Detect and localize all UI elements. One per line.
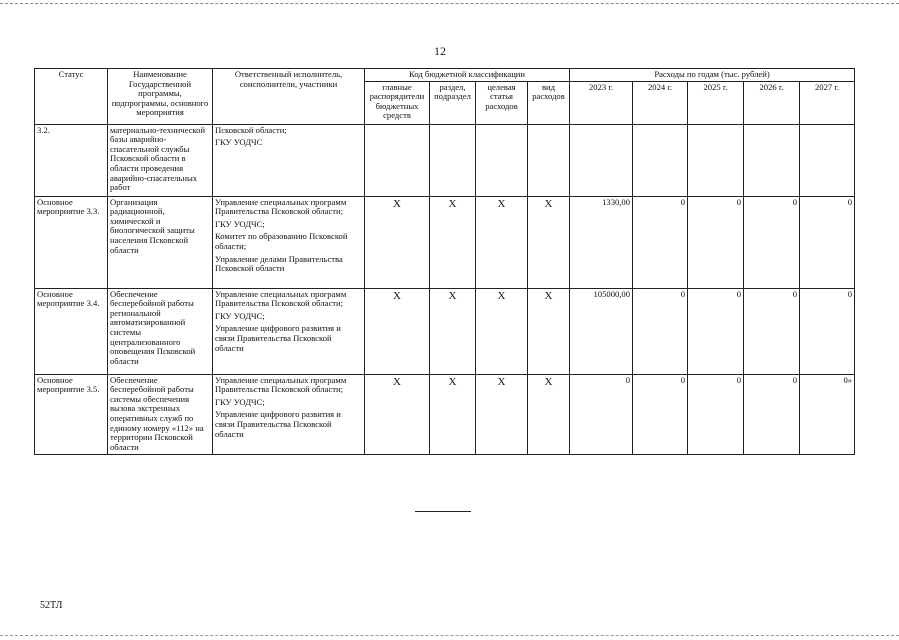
code-main-manager: X <box>365 374 430 454</box>
value-2027: 0 <box>800 196 855 288</box>
code-expense-type: X <box>528 196 570 288</box>
header-year-2026: 2026 г. <box>744 81 800 124</box>
value-2025: 0 <box>688 288 744 374</box>
value-2026 <box>744 124 800 196</box>
value-2023 <box>570 124 633 196</box>
responsible-entry: ГКУ УОДЧС; <box>215 310 265 321</box>
responsible-entry: Комитет по образованию Псковской области; <box>215 231 348 251</box>
table-row <box>35 124 855 196</box>
responsible-entry: Управление делами Правительства Псковской области <box>215 253 343 274</box>
row-status: Основное мероприятие 3.5. <box>35 374 108 454</box>
row-responsible <box>213 124 365 196</box>
code-section: X <box>430 288 476 374</box>
code-section <box>430 124 476 196</box>
row-responsible <box>213 196 365 288</box>
value-2025: 0 <box>688 196 744 288</box>
header-target-item: целевая статья расходов <box>476 81 528 124</box>
row-name: Организация радиационной, химической и биологической защиты населения Псковской области <box>108 196 213 288</box>
value-2025: 0 <box>688 374 744 454</box>
code-expense-type: X <box>528 374 570 454</box>
header-year-2024: 2024 г. <box>633 81 688 124</box>
code-expense-type <box>528 124 570 196</box>
page-number: 12 <box>434 44 446 58</box>
table-header <box>35 69 855 125</box>
code-main-manager <box>365 124 430 196</box>
row-name: Обеспечение бесперебойной работы региональной автоматизированной системы централизованного оповещения Псковской области <box>108 288 213 374</box>
header-year-2025: 2025 г. <box>688 81 744 124</box>
value-2023: 1330,00 <box>570 196 633 288</box>
responsible-entry: Управление специальных программ Правительства Псковской области; <box>215 196 347 217</box>
value-2024: 0 <box>633 374 688 454</box>
value-2024: 0 <box>633 196 688 288</box>
table-row <box>35 374 855 454</box>
responsible-entry: ГКУ УОДЧС <box>215 137 263 148</box>
scan-edge-bottom <box>0 635 899 636</box>
table-row <box>35 196 855 288</box>
code-main-manager: X <box>365 288 430 374</box>
value-2026: 0 <box>744 374 800 454</box>
header-section: раздел, подраздел <box>430 81 476 124</box>
header-expense-type: вид расходов <box>528 81 570 124</box>
responsible-entry: Управление специальных программ Правительства Псковской области; <box>215 374 347 395</box>
code-target-item <box>476 124 528 196</box>
responsible-entry: Управление цифрового развития и связи Правительства Псковской области <box>215 409 341 439</box>
header-name: Наименование Государственной программы, подпрограммы, основного мероприятия <box>108 69 213 125</box>
responsible-entry: Управление цифрового развития и связи Правительства Псковской области <box>215 323 341 353</box>
document-code: 52ТЛ <box>40 600 63 611</box>
header-expenses: Расходы по годам (тыс. рублей) <box>570 69 855 82</box>
row-name: материально-технической базы аварийно-спасательной службы Псковской области в области проведения аварийно-спасательных работ <box>108 124 213 196</box>
table-row <box>35 288 855 374</box>
value-2026: 0 <box>744 196 800 288</box>
responsible-entry: ГКУ УОДЧС; <box>215 396 265 407</box>
row-name: Обеспечение бесперебойной работы системы обеспечения вызова экстренных оперативных служб по единому номеру «112» на территории Псковской области <box>108 374 213 454</box>
value-2024: 0 <box>633 288 688 374</box>
value-2024 <box>633 124 688 196</box>
header-main-managers: главные распорядители бюджетных средств <box>365 81 430 124</box>
value-2026: 0 <box>744 288 800 374</box>
code-main-manager: X <box>365 196 430 288</box>
row-status: Основное мероприятие 3.3. <box>35 196 108 288</box>
row-responsible <box>213 288 365 374</box>
code-target-item: X <box>476 196 528 288</box>
code-target-item: X <box>476 374 528 454</box>
footer-separator-line <box>415 511 471 512</box>
code-expense-type: X <box>528 288 570 374</box>
value-2025 <box>688 124 744 196</box>
value-2027: 0 <box>800 288 855 374</box>
code-section: X <box>430 196 476 288</box>
header-year-2027: 2027 г. <box>800 81 855 124</box>
value-2027 <box>800 124 855 196</box>
value-2023: 105000,00 <box>570 288 633 374</box>
row-responsible <box>213 374 365 454</box>
code-section: X <box>430 374 476 454</box>
responsible-entry: Управление специальных программ Правительства Псковской области; <box>215 288 347 309</box>
header-responsible: Ответственный исполнитель, соисполнители, участники <box>213 69 365 125</box>
value-2027: 0» <box>800 374 855 454</box>
row-status: Основное мероприятие 3.4. <box>35 288 108 374</box>
responsible-entry: ГКУ УОДЧС; <box>215 218 265 229</box>
value-2023: 0 <box>570 374 633 454</box>
header-year-2023: 2023 г. <box>570 81 633 124</box>
scan-edge-top <box>0 3 899 4</box>
header-status: Статус <box>35 69 108 125</box>
responsible-entry: Псковской области; <box>215 124 287 135</box>
code-target-item: X <box>476 288 528 374</box>
header-budget-code: Код бюджетной классификации <box>365 69 570 82</box>
row-status: 3.2. <box>35 124 108 196</box>
budget-table <box>34 68 855 455</box>
